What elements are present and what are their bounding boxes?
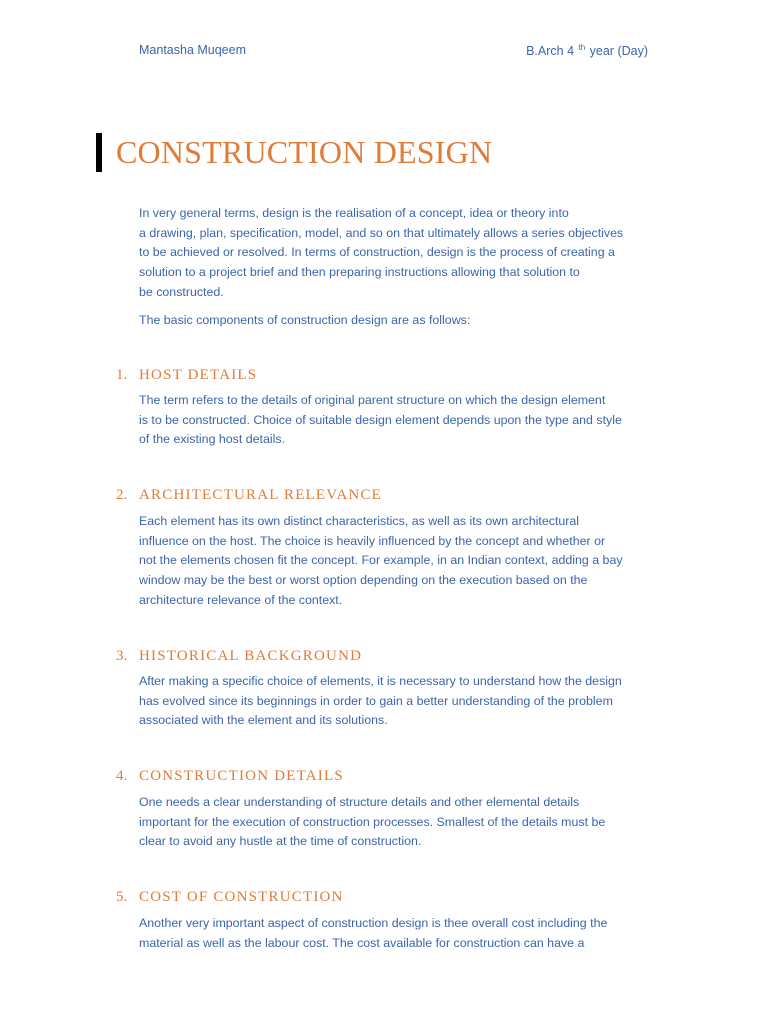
intro-line: to be achieved or resolved. In terms of construction, design is the process of creating a: [139, 245, 615, 260]
course-suffix: year (Day): [589, 44, 648, 58]
course-superscript: th: [578, 43, 586, 52]
section-heading-host-details: [116, 367, 257, 384]
section-body-host-details: [139, 391, 659, 450]
section-heading-cost-of-construction: [116, 889, 344, 906]
body-line: important for the execution of construction processes. Smallest of the details must be: [139, 814, 606, 829]
intro-line: In very general terms, design is the realisation of a concept, idea or theory into: [139, 206, 569, 220]
section-title: COST OF CONSTRUCTION: [139, 889, 344, 905]
body-line: After making a specific choice of elements, it is necessary to understand how the design: [139, 674, 622, 688]
section-heading-architectural-relevance: [116, 487, 382, 504]
basic-components-paragraph: [139, 311, 659, 331]
intro-line: a drawing, plan, specification, model, and so on that ultimately allows a series objectives: [139, 225, 624, 240]
author-name: Mantasha Muqeem: [139, 43, 247, 57]
body-line: The term refers to the details of original parent structure on which the design element: [139, 393, 606, 407]
intro-line: be constructed.: [139, 284, 224, 299]
title-marker-bar: [96, 133, 102, 172]
section-heading-construction-details: [116, 768, 344, 785]
section-title: HOST DETAILS: [139, 367, 258, 383]
page-title: CONSTRUCTION DESIGN: [116, 134, 493, 170]
section-body-architectural-relevance: [139, 512, 659, 611]
body-line: influence on the host. The choice is heavily influenced by the concept and whether or: [139, 533, 606, 548]
body-line: associated with the element and its solutions.: [139, 713, 388, 728]
section-title: ARCHITECTURAL RELEVANCE: [139, 487, 383, 503]
intro-paragraph: [139, 204, 659, 303]
section-number: 3.: [116, 648, 128, 664]
body-line: architecture relevance of the context.: [139, 592, 343, 607]
course-info: [526, 43, 648, 58]
body-line: Each element has its own distinct characteristics, as well as its own architectural: [139, 514, 580, 528]
body-line: window may be the best or worst option depending on the execution based on the: [139, 573, 588, 588]
section-body-construction-details: [139, 793, 659, 852]
section-number: 2.: [116, 487, 128, 503]
body-line: is to be constructed. Choice of suitable design element depends upon the type and style: [139, 412, 622, 427]
section-body-historical-background: [139, 672, 659, 731]
intro-line: solution to a project brief and then preparing instructions allowing that solution to: [139, 265, 580, 280]
body-line: material as well as the labour cost. The cost available for construction can have a: [139, 935, 585, 950]
section-number: 4.: [116, 768, 128, 784]
course-prefix: B.Arch 4: [526, 44, 575, 58]
body-line: clear to avoid any hustle at the time of construction.: [139, 834, 422, 849]
section-number: 1.: [116, 367, 128, 383]
section-heading-historical-background: [116, 648, 362, 665]
basic-components-text: The basic components of construction design are as follows:: [139, 313, 471, 327]
body-line: Another very important aspect of construction design is thee overall cost including the: [139, 916, 608, 930]
section-title: HISTORICAL BACKGROUND: [139, 648, 363, 664]
section-number: 5.: [116, 889, 128, 905]
section-title: CONSTRUCTION DETAILS: [139, 768, 344, 784]
section-body-cost-of-construction: [139, 914, 659, 953]
body-line: of the existing host details.: [139, 432, 286, 447]
body-line: not the elements chosen fit the concept. For example, in an Indian context, adding a bay: [139, 553, 623, 568]
body-line: has evolved since its beginnings in order to gain a better understanding of the problem: [139, 693, 613, 708]
body-line: One needs a clear understanding of structure details and other elemental details: [139, 795, 580, 809]
